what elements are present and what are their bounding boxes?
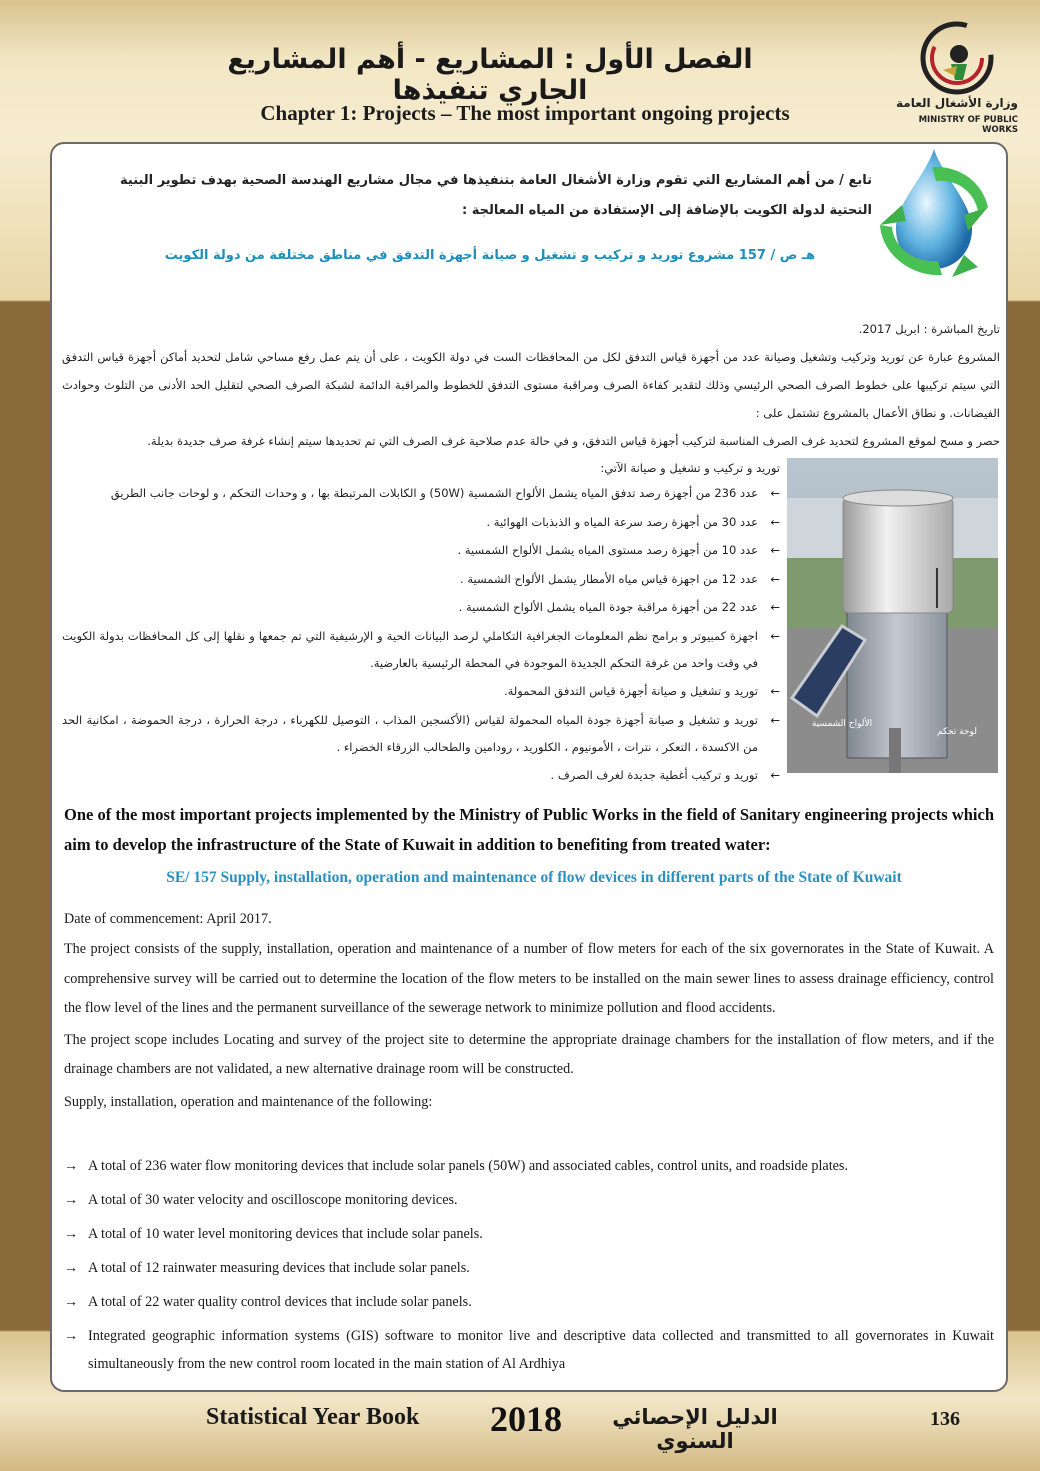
arrow-left-icon: ←	[770, 684, 780, 698]
english-list-item: → A total of 22 water quality control devices that include solar panels.	[64, 1288, 994, 1316]
english-paragraph-2: The project scope includes Locating and survey of the project site to determine the appropriate drainage chambers for the installation of flow meters, and if the drainage chambers are not validated, a new alternative drainage room will be constructed.	[64, 1032, 994, 1078]
arabic-list-item: ← توريد و تركيب أغطية جديدة لغرف الصرف .	[62, 762, 780, 789]
arabic-paragraph-1: المشروع عبارة عن توريد وتركيب وتشغيل وصيانة عدد من أجهزة قياس التدفق لكل من المحافظات الست في دولة الكويت ، على أن يتم عمل رفع مساحي شامل لتحديد أماكن أجهزة قياس التدفق التي سيتم تركيبها على خطوط الصرف الصحي الرئيسي وذلك لتقدير كفاءة الصرف ومراقبة مستوى التدفق للخطوط والمراقبة الدائمة لشبكة الصرف الصحي لتقليل الحد الأدنى من التلوث وحوادث الفيضانات. و نطاق الأعمال بالمشروع تشتمل على :	[62, 350, 1000, 420]
arrow-left-icon: ←	[770, 628, 780, 643]
arrow-right-icon: →	[64, 1328, 79, 1344]
arrow-left-icon: ←	[770, 514, 780, 529]
footer-year: 2018	[490, 1399, 562, 1439]
english-list-item: → A total of 30 water velocity and oscilloscope monitoring devices.	[64, 1186, 994, 1214]
page-number: 136	[930, 1408, 960, 1430]
footer-title-arabic: الدليل الإحصائي السنوي	[612, 1405, 778, 1453]
arabic-body	[62, 315, 1000, 455]
english-list-item: → Integrated geographic information systems (GIS) software to monitor live and descriptive data collected and transmitted to all governorates in Kuwait simultaneously from the new control room located in the main station of Al Ardhiya	[64, 1322, 994, 1378]
arabic-list-item: ← عدد 236 من أجهزة رصد تدفق المياه يشمل الألواح الشمسية (50W) و الكابلات المرتبطة بها ، و وحدات التحكم ، و لوحات جانب الطريق	[62, 480, 780, 507]
ministry-logo	[885, 14, 1025, 129]
english-list-intro: Supply, installation, operation and maintenance of the following:	[64, 1093, 433, 1110]
arrow-left-icon: ←	[770, 543, 780, 557]
logo-text-arabic: وزارة الأشغال العامة	[896, 96, 1018, 110]
english-list-item: → A total of 12 rainwater measuring devices that include solar panels.	[64, 1254, 994, 1282]
arabic-list-item: ← توريد و تشغيل و صيانة أجهزة قياس التدفق المحمولة.	[62, 678, 780, 705]
arrow-right-icon: →	[64, 1192, 79, 1208]
arabic-list-intro: توريد و تركيب و تشغيل و صيانة الآتي:	[600, 461, 780, 475]
water-recycle-illustration	[872, 145, 997, 285]
english-paragraph-1: The project consists of the supply, installation, operation and maintenance of a number of flow meters for each of the six governorates in the State of Kuwait. A comprehensive survey will be carried out to determine the location of the flow meters to be installed on the main sewer lines to assess drainage efficiency, control the flow level of the lines and the permanent surveillance of the sewerage network to minimize pollution and flood accidents.	[64, 941, 994, 1016]
arabic-date: تاريخ المباشرة : ابريل 2017.	[858, 322, 1000, 336]
english-project-title: SE/ 157 Supply, installation, operation and maintenance of flow devices in different parts of the State of Kuwait	[166, 869, 902, 886]
english-body	[64, 905, 994, 1117]
photo-label-solar-panels: الألواح الشمسية	[811, 719, 873, 729]
arabic-list-item: ← عدد 22 من أجهزة مراقبة جودة المياه يشمل الألواح الشمسية .	[62, 594, 780, 621]
arrow-left-icon: ←	[770, 486, 780, 500]
arrow-left-icon: ←	[770, 600, 780, 614]
arabic-project-title: هـ ص / 157 مشروع توريد و تركيب و تشغيل و صيانة أجهزة التدفق في مناطق مختلفة من دولة الكويت	[164, 248, 816, 263]
english-heading: One of the most important projects implemented by the Ministry of Public Works in the field of Sanitary engineering projects which aim to develop the infrastructure of the State of Kuwait in addition to benefiting from treated water:	[64, 805, 994, 854]
arabic-list-item: ← عدد 30 من أجهزة رصد سرعة المياه و الذبذبات الهوائية .	[62, 509, 780, 536]
photo-label-control-panel: لوحة تحكم	[937, 727, 977, 737]
arrow-left-icon: ←	[770, 712, 780, 727]
english-items-list	[64, 1152, 994, 1384]
english-date: Date of commencement: April 2017.	[64, 911, 272, 927]
arabic-list-item: ← عدد 10 من أجهزة رصد مستوى المياه يشمل الألواح الشمسية .	[62, 537, 780, 564]
header-title-english: Chapter 1: Projects – The most important ongoing projects	[260, 101, 790, 125]
arabic-list-item: ← توريد و تشغيل و صيانة أجهزة جودة المياه المحمولة لقياس (الأكسجين المذاب ، التوصيل للكهرباء ، درجة الحرارة ، درجة الحموضة ، امكانية الحد من الاكسدة ، التعكر ، نترات ، الأمونيوم ، الكلوريد ، رودامين والطحالب الزرقاء الخضراء .	[62, 707, 780, 761]
arrow-left-icon: ←	[770, 768, 780, 782]
arabic-list-item: ← عدد 12 من اجهزة قياس مياه الأمطار يشمل الألواح الشمسية .	[62, 566, 780, 593]
flow-meter-photo	[787, 458, 998, 773]
arrow-right-icon: →	[64, 1158, 79, 1174]
arrow-right-icon: →	[64, 1226, 79, 1242]
arrow-left-icon: ←	[770, 571, 780, 586]
arabic-items-list	[62, 480, 780, 791]
arabic-intro: تابع / من أهم المشاريع التي تقوم وزارة الأشغال العامة بتنفيذها في مجال مشاريع الهندسة الصحية بهدف تطوير البنية التحتية لدولة الكويت بالإضافة إلى الإستفادة من المياه المعالجة :	[120, 173, 872, 218]
arabic-list-item: ← اجهزة كمبيوتر و برامج نظم المعلومات الجغرافية التكاملي لرصد البيانات الحية و الإرشيفية التي تم جمعها و نقلها إلى كل المحافظات بدولة الكويت في وقت واحد من غرفة التحكم الجديدة الموجودة في المحطة الرئيسية بالعارضية.	[62, 623, 780, 677]
arabic-paragraph-2: حصر و مسح لموقع المشروع لتحديد غرف الصرف المناسبة لتركيب أجهزة قياس التدفق، و في حالة عدم صلاحية غرف الصرف التي تم تحديدها سيتم إنشاء غرفة صرف جديدة بديلة.	[147, 434, 1000, 448]
header-title-arabic: الفصل الأول : المشاريع - أهم المشاريع الجاري تنفيذها	[227, 44, 753, 106]
english-list-item: → A total of 236 water flow monitoring devices that include solar panels (50W) and associated cables, control units, and roadside plates.	[64, 1152, 994, 1180]
arrow-right-icon: →	[64, 1294, 79, 1310]
arrow-right-icon: →	[64, 1260, 79, 1276]
logo-text-english: MINISTRY OF PUBLIC WORKS	[918, 115, 1018, 135]
footer-title-english: Statistical Year Book	[206, 1404, 420, 1430]
arabic-list-intro-wrap	[62, 454, 780, 482]
english-list-item: → A total of 10 water level monitoring devices that include solar panels.	[64, 1220, 994, 1248]
